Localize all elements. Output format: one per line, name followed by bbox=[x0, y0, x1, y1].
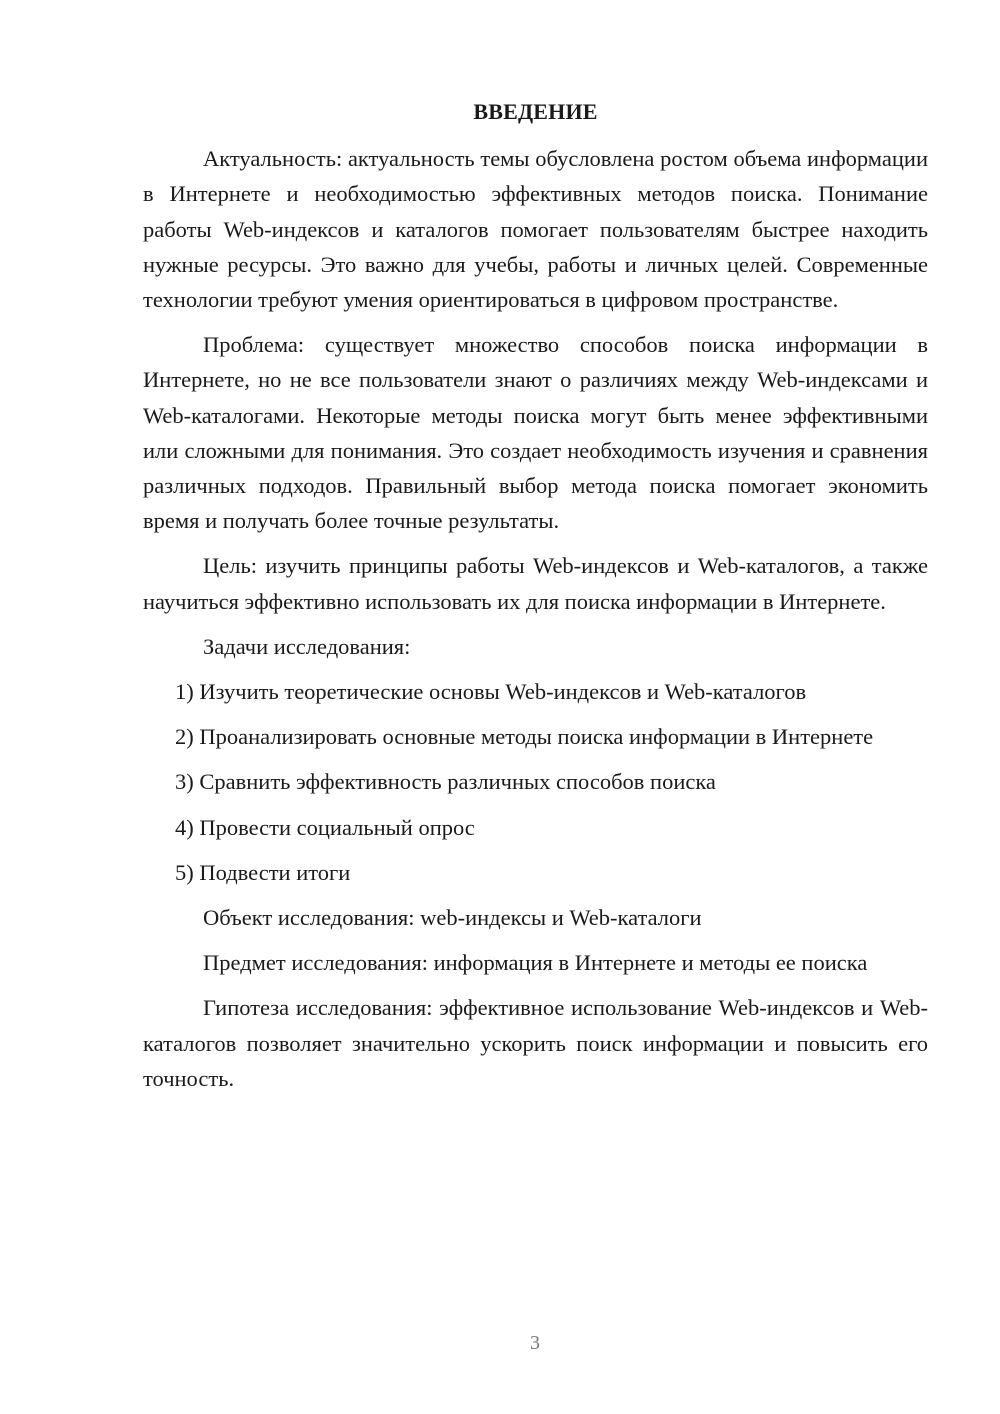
task-item-5: 5) Подвести итоги bbox=[175, 859, 351, 885]
task-item-3: 3) Сравнить эффективность различных способов поиска bbox=[175, 769, 716, 795]
paragraph-relevance: Актуальность: актуальность темы обусловлена ростом объема информации в Интернете и необходимостью эффективных методов поиска. Понимание работы Web-индексов и каталогов помогает пользователям быстрее находить нужные ресурсы. Это важно для учебы, работы и личных целей. Современные технологии требуют умения ориентироваться в цифровом пространстве. bbox=[143, 146, 928, 313]
page-number: 3 bbox=[530, 1332, 540, 1354]
paragraph-object: Объект исследования: web-индексы и Web-каталоги bbox=[203, 905, 702, 931]
task-item-1: 1) Изучить теоретические основы Web-индексов и Web-каталогов bbox=[175, 679, 807, 705]
document-page bbox=[143, 94, 928, 1106]
paragraph-problem: Проблема: существует множество способов поиска информации в Интернете, но не все пользователи знают о различиях между Web-индексами и Web-каталогами. Некоторые методы поиска могут быть менее эффективными или сложными для понимания. Это создает необходимость изучения и сравнения различных подходов. Правильный выбор метода поиска помогает экономить время и получать более точные результаты. bbox=[143, 332, 928, 534]
task-item-2: 2) Проанализировать основные методы поиска информации в Интернете bbox=[175, 724, 874, 750]
paragraph-hypothesis: Гипотеза исследования: эффективное использование Web-индексов и Web-каталогов позволяет значительно ускорить поиск информации и повысить его точность. bbox=[143, 995, 928, 1091]
paragraph-subject: Предмет исследования: информация в Интернете и методы ее поиска bbox=[203, 950, 868, 976]
tasks-title: Задачи исследования: bbox=[203, 633, 411, 659]
paragraph-goal: Цель: изучить принципы работы Web-индексов и Web-каталогов, а также научиться эффективно использовать их для поиска информации в Интернете. bbox=[143, 553, 928, 614]
task-item-4: 4) Провести социальный опрос bbox=[175, 814, 475, 840]
page-title: ВВЕДЕНИЕ bbox=[473, 99, 598, 124]
